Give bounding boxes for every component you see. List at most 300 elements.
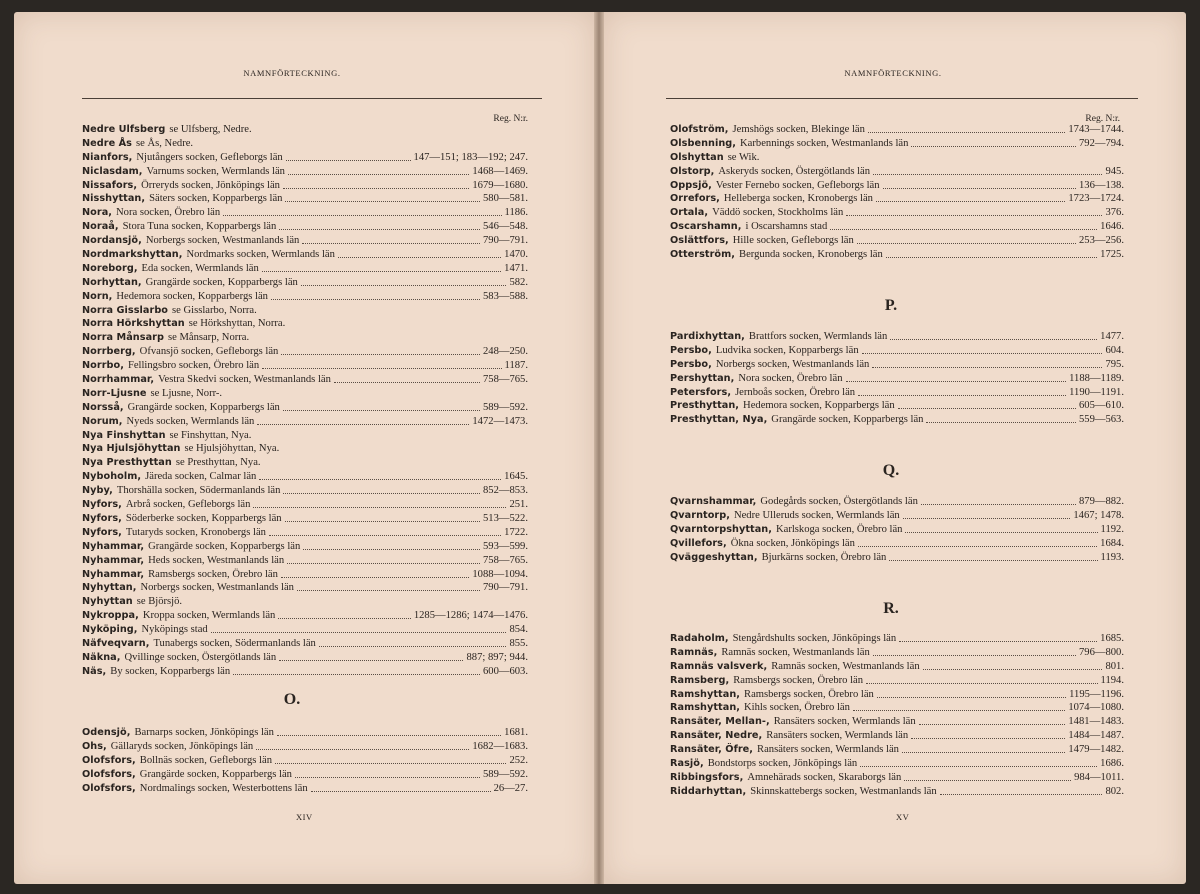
index-entry bbox=[82, 387, 528, 401]
entry-location: Grangärde socken, Kopparbergs län bbox=[148, 540, 301, 552]
entry-reg-number: 1190—1191. bbox=[1069, 386, 1124, 398]
reg-label: Reg. N:r. bbox=[1085, 114, 1120, 124]
entry-location: Nora socken, Örebro län bbox=[738, 372, 843, 384]
index-entry bbox=[82, 623, 528, 637]
entry-location: Godegårds socken, Östergötlands län bbox=[760, 496, 918, 507]
entry-name: Näs, bbox=[82, 665, 107, 677]
entry-location: Gällaryds socken, Jönköpings län bbox=[110, 740, 254, 752]
entry-reg-number: 1472—1473. bbox=[472, 415, 528, 427]
entry-location: Ludvika socken, Kopparbergs län bbox=[715, 344, 859, 356]
dot-leader bbox=[862, 344, 1103, 354]
entry-location: Grangärde socken, Kopparbergs län bbox=[139, 768, 292, 780]
dot-leader bbox=[271, 290, 480, 300]
dot-leader bbox=[283, 484, 480, 494]
index-entry bbox=[670, 234, 1124, 248]
entry-location: Stora Tuna socken, Kopparbergs län bbox=[122, 221, 277, 233]
entry-name: Näkna, bbox=[82, 651, 121, 663]
dot-leader bbox=[286, 151, 411, 161]
entry-reg-number: 251. bbox=[509, 499, 528, 511]
dot-leader bbox=[269, 526, 501, 536]
entry-name: Ribbingsfors, bbox=[670, 771, 744, 783]
entry-name: Nyhammar, bbox=[82, 568, 145, 580]
index-entry bbox=[82, 726, 528, 740]
entry-reg-number: 1285—1286; 1474—1476. bbox=[413, 610, 528, 622]
entries-r bbox=[670, 632, 1124, 799]
dot-leader bbox=[279, 220, 480, 230]
index-entry bbox=[670, 220, 1124, 234]
entry-name: Norrhammar, bbox=[82, 374, 155, 386]
entry-reg-number: 1679—1680. bbox=[472, 179, 528, 191]
entry-reg-number: 1186. bbox=[504, 207, 528, 219]
entry-reg-number: 802. bbox=[1105, 785, 1124, 797]
index-entry bbox=[82, 359, 528, 373]
index-entry bbox=[670, 248, 1124, 262]
dot-leader bbox=[857, 234, 1076, 244]
entries-n bbox=[82, 123, 528, 679]
entry-reg-number: 583—588. bbox=[482, 290, 528, 302]
entry-reg-number: 1723—1724. bbox=[1068, 193, 1124, 205]
entry-reg-number: 792—794. bbox=[1078, 137, 1124, 149]
entry-name: Qvarntorp, bbox=[670, 509, 730, 521]
entry-location: Eda socken, Wermlands län bbox=[141, 262, 259, 274]
entry-name: Ramshyttan, bbox=[670, 688, 740, 700]
entry-location: Arbrå socken, Gefleborgs län bbox=[125, 499, 251, 511]
entry-name: Pershyttan, bbox=[670, 372, 735, 384]
entry-name: Nisshyttan, bbox=[82, 193, 146, 205]
entries-o-cont bbox=[670, 123, 1124, 262]
entry-location: Ramsbergs socken, Örebro län bbox=[733, 674, 864, 686]
entry-reg-number: 790—791. bbox=[482, 582, 528, 594]
index-entry bbox=[82, 782, 528, 796]
entry-name: Nyköping, bbox=[82, 624, 138, 636]
entry-location: Hedemora socken, Kopparbergs län bbox=[116, 290, 268, 302]
entry-name: Ohs, bbox=[82, 740, 107, 752]
entry-reg-number: 1481—1483. bbox=[1068, 716, 1124, 728]
entry-reg-number: 1074—1080. bbox=[1068, 702, 1124, 714]
dot-leader bbox=[297, 581, 480, 591]
dot-leader bbox=[311, 782, 491, 792]
entry-reg-number: 26—27. bbox=[493, 782, 528, 794]
index-entry bbox=[82, 206, 528, 220]
entry-location: Bergunda socken, Kronobergs län bbox=[739, 249, 883, 261]
entry-reg-number: 1722. bbox=[504, 526, 528, 538]
dot-leader bbox=[256, 740, 469, 750]
entry-reg-number: 147—151; 183—192; 247. bbox=[413, 151, 528, 163]
entry-location: i Oscarshamns stad bbox=[745, 221, 828, 233]
entry-location: se Finshyttan, Nya. bbox=[169, 429, 252, 441]
entry-name: Ramnäs, bbox=[670, 646, 718, 658]
index-entry bbox=[82, 192, 528, 206]
page-number: XV bbox=[896, 812, 910, 822]
entry-reg-number: 1479—1482. bbox=[1068, 744, 1124, 756]
entry-name: Otterström, bbox=[670, 249, 735, 261]
index-entry bbox=[670, 757, 1124, 771]
entry-reg-number: 1188—1189. bbox=[1069, 372, 1124, 384]
running-head: NAMNFÖRTECKNING. bbox=[844, 68, 942, 78]
index-entry bbox=[670, 523, 1124, 537]
index-entry bbox=[670, 399, 1124, 413]
entry-reg-number: 1484—1487. bbox=[1068, 730, 1124, 742]
index-entry bbox=[82, 651, 528, 665]
entry-name: Noraå, bbox=[82, 221, 119, 233]
entry-reg-number: 1195—1196. bbox=[1069, 688, 1124, 700]
index-entry bbox=[670, 785, 1124, 799]
entry-location: se Björsjö. bbox=[136, 596, 183, 608]
index-entry bbox=[82, 220, 528, 234]
index-entry bbox=[82, 665, 528, 679]
entry-name: Ramshyttan, bbox=[670, 702, 740, 714]
entry-name: Nyfors, bbox=[82, 526, 122, 538]
dot-leader bbox=[278, 609, 410, 619]
entry-location: Nyköpings stad bbox=[141, 624, 208, 636]
dot-leader bbox=[898, 399, 1076, 409]
entry-location: Ransäters socken, Wermlands län bbox=[766, 730, 909, 742]
left-page bbox=[14, 12, 594, 884]
dot-leader bbox=[262, 359, 501, 369]
entry-name: Oppsjö, bbox=[670, 179, 712, 191]
entry-location: Karlskoga socken, Örebro län bbox=[775, 523, 903, 535]
entry-location: Amnehärads socken, Skaraborgs län bbox=[747, 771, 902, 783]
entry-reg-number: 589—592. bbox=[482, 768, 528, 780]
entry-location: Askeryds socken, Östergötlands län bbox=[718, 165, 871, 177]
dot-leader bbox=[279, 651, 463, 661]
entry-reg-number: 1193. bbox=[1100, 551, 1124, 563]
entry-location: Kroppa socken, Wermlands län bbox=[142, 610, 276, 622]
entry-location: Tutaryds socken, Kronobergs län bbox=[125, 526, 266, 538]
entry-name: Nya Presthyttan bbox=[82, 457, 172, 469]
entry-name: Qvarntorpshyttan, bbox=[670, 523, 772, 535]
index-entry bbox=[670, 701, 1124, 715]
index-entry bbox=[82, 415, 528, 429]
entry-reg-number: 136—138. bbox=[1078, 179, 1124, 191]
entry-reg-number: 1681. bbox=[504, 727, 528, 738]
dot-leader bbox=[830, 220, 1097, 230]
dot-leader bbox=[921, 495, 1076, 505]
dot-leader bbox=[334, 373, 480, 383]
entry-reg-number: 852—853. bbox=[482, 485, 528, 497]
entry-location: Brattfors socken, Wermlands län bbox=[748, 331, 888, 342]
dot-leader bbox=[903, 509, 1071, 519]
entry-reg-number: 1471. bbox=[504, 262, 528, 274]
dot-leader bbox=[866, 674, 1097, 684]
entry-name: Norhyttan, bbox=[82, 276, 142, 288]
index-entry bbox=[670, 537, 1124, 551]
entry-name: Nianfors, bbox=[82, 151, 133, 163]
index-entry bbox=[670, 674, 1124, 688]
index-entry bbox=[82, 248, 528, 262]
index-entry bbox=[82, 512, 528, 526]
entry-reg-number: 559—563. bbox=[1078, 414, 1124, 426]
index-entry bbox=[670, 358, 1124, 372]
index-entry bbox=[82, 234, 528, 248]
dot-leader bbox=[253, 498, 506, 508]
dot-leader bbox=[940, 785, 1103, 795]
entry-reg-number: 1468—1469. bbox=[472, 165, 528, 177]
index-entry bbox=[82, 554, 528, 568]
entry-name: Nyfors, bbox=[82, 512, 122, 524]
index-entry bbox=[82, 581, 528, 595]
index-entry bbox=[82, 609, 528, 623]
entry-name: Norra Gisslarbo bbox=[82, 304, 169, 316]
entry-location: Säters socken, Kopparbergs län bbox=[149, 193, 283, 205]
entry-reg-number: 758—765. bbox=[482, 554, 528, 566]
index-entry bbox=[670, 137, 1124, 151]
index-entry bbox=[670, 509, 1124, 523]
entry-location: Nyeds socken, Wermlands län bbox=[126, 415, 255, 427]
entry-location: Jemshögs socken, Blekinge län bbox=[732, 124, 865, 135]
entry-location: Grangärde socken, Kopparbergs län bbox=[145, 276, 298, 288]
index-entry bbox=[82, 179, 528, 193]
index-entry bbox=[82, 331, 528, 345]
entry-reg-number: 1686. bbox=[1100, 758, 1124, 770]
dot-leader bbox=[233, 665, 480, 675]
entry-name: Odensjö, bbox=[82, 727, 131, 738]
entry-reg-number: 1477. bbox=[1100, 331, 1124, 342]
index-entry bbox=[82, 151, 528, 165]
section-letter-q: Q. bbox=[882, 462, 900, 479]
index-entry bbox=[82, 498, 528, 512]
index-entry bbox=[82, 123, 528, 137]
entry-location: Helleberga socken, Kronobergs län bbox=[723, 193, 873, 205]
index-entry bbox=[670, 729, 1124, 743]
dot-leader bbox=[295, 768, 480, 778]
index-entry bbox=[82, 345, 528, 359]
entry-location: Grangärde socken, Kopparbergs län bbox=[771, 414, 924, 426]
section-letter-o: O. bbox=[283, 691, 301, 708]
dot-leader bbox=[275, 754, 506, 764]
dot-leader bbox=[902, 743, 1065, 753]
index-entry bbox=[82, 456, 528, 470]
dot-leader bbox=[338, 248, 501, 258]
reg-label: Reg. N:r. bbox=[493, 114, 528, 124]
dot-leader bbox=[301, 276, 507, 286]
entry-location: Jernboås socken, Örebro län bbox=[735, 386, 856, 398]
entry-reg-number: 887; 897; 944. bbox=[466, 651, 528, 663]
entry-reg-number: 790—791. bbox=[482, 235, 528, 247]
entry-name: Noreborg, bbox=[82, 262, 138, 274]
entry-location: Söderberke socken, Kopparbergs län bbox=[125, 512, 282, 524]
entry-name: Norum, bbox=[82, 415, 123, 427]
entry-reg-number: 1470. bbox=[504, 249, 528, 261]
entry-location: Stengårdshults socken, Jönköpings län bbox=[732, 633, 897, 644]
entry-name: Ortala, bbox=[670, 207, 709, 219]
entry-name: Norra Månsarp bbox=[82, 332, 164, 344]
entry-reg-number: 1743—1744. bbox=[1068, 124, 1124, 135]
dot-leader bbox=[846, 372, 1067, 382]
index-entry bbox=[670, 165, 1124, 179]
entry-name: Nordmarkshyttan, bbox=[82, 249, 183, 261]
index-entry bbox=[82, 373, 528, 387]
entry-reg-number: 945. bbox=[1105, 165, 1124, 177]
entry-name: Riddarhyttan, bbox=[670, 785, 747, 797]
index-entry bbox=[670, 743, 1124, 757]
dot-leader bbox=[876, 192, 1065, 202]
entry-name: Nordansjö, bbox=[82, 235, 142, 247]
dot-leader bbox=[288, 165, 469, 175]
index-entry bbox=[82, 137, 528, 151]
entry-reg-number: 1194. bbox=[1100, 674, 1124, 686]
entry-name: Nedre Ulfsberg bbox=[82, 124, 166, 135]
dot-leader bbox=[905, 523, 1097, 533]
dot-leader bbox=[886, 248, 1097, 258]
index-entry bbox=[670, 495, 1124, 509]
index-entry bbox=[82, 568, 528, 582]
dot-leader bbox=[899, 632, 1097, 642]
dot-leader bbox=[872, 358, 1102, 368]
running-head: NAMNFÖRTECKNING. bbox=[243, 68, 341, 78]
entry-location: Järeda socken, Calmar län bbox=[145, 471, 257, 483]
index-entry bbox=[82, 526, 528, 540]
entry-location: Grangärde socken, Kopparbergs län bbox=[127, 401, 280, 413]
entry-name: Nora, bbox=[82, 207, 113, 219]
entry-location: Norbergs socken, Westmanlands län bbox=[145, 235, 300, 247]
entry-location: Ramnäs socken, Westmanlands län bbox=[771, 660, 920, 672]
entry-name: Qvillefors, bbox=[670, 537, 727, 549]
header-rule bbox=[666, 98, 1138, 99]
entry-location: Karbennings socken, Westmanlands län bbox=[740, 137, 909, 149]
index-entry bbox=[670, 206, 1124, 220]
dot-leader bbox=[281, 568, 469, 578]
entry-reg-number: 546—548. bbox=[482, 221, 528, 233]
index-entry bbox=[670, 123, 1124, 137]
index-entry bbox=[670, 771, 1124, 785]
entries-o bbox=[82, 726, 528, 795]
entry-name: Oscarshamn, bbox=[670, 221, 742, 233]
entry-reg-number: 984—1011. bbox=[1074, 771, 1124, 783]
entry-name: Qväggeshyttan, bbox=[670, 551, 758, 563]
index-entry bbox=[82, 768, 528, 782]
entry-name: Olofsfors, bbox=[82, 754, 136, 766]
entry-location: Nordmarks socken, Wermlands län bbox=[186, 249, 335, 261]
entry-name: Nyby, bbox=[82, 485, 113, 497]
dot-leader bbox=[277, 726, 501, 736]
entry-location: Ofvansjö socken, Gefleborgs län bbox=[139, 346, 279, 358]
entry-name: Ramsberg, bbox=[670, 674, 730, 686]
entry-name: Petersfors, bbox=[670, 386, 732, 398]
entry-name: Persbo, bbox=[670, 358, 712, 370]
entry-reg-number: 1684. bbox=[1100, 537, 1124, 549]
dot-leader bbox=[883, 179, 1076, 189]
dot-leader bbox=[890, 330, 1097, 340]
dot-leader bbox=[873, 646, 1076, 656]
entry-name: Nyfors, bbox=[82, 499, 122, 511]
entry-name: Näfveqvarn, bbox=[82, 637, 150, 649]
dot-leader bbox=[285, 192, 479, 202]
entry-name: Pardixhyttan, bbox=[670, 331, 745, 342]
entry-name: Olstorp, bbox=[670, 165, 715, 177]
dot-leader bbox=[858, 537, 1097, 547]
entry-name: Nissafors, bbox=[82, 179, 138, 191]
entry-name: Nyhammar, bbox=[82, 540, 145, 552]
index-entry bbox=[82, 304, 528, 318]
index-entry bbox=[82, 442, 528, 456]
entry-location: Thorshälla socken, Södermanlands län bbox=[116, 485, 281, 497]
entry-location: Heds socken, Westmanlands län bbox=[148, 554, 285, 566]
index-entry bbox=[82, 540, 528, 554]
entry-reg-number: 248—250. bbox=[482, 346, 528, 358]
dot-leader bbox=[223, 206, 501, 216]
index-entry bbox=[670, 386, 1124, 400]
entry-name: Ransäter, Öfre, bbox=[670, 744, 754, 756]
entry-name: Nyhammar, bbox=[82, 554, 145, 566]
index-entry bbox=[82, 484, 528, 498]
entry-location: Bondstorps socken, Jönköpings län bbox=[707, 758, 858, 770]
index-entry bbox=[82, 276, 528, 290]
entry-reg-number: 1467; 1478. bbox=[1073, 509, 1124, 521]
entry-reg-number: 1685. bbox=[1100, 633, 1124, 644]
index-entry bbox=[670, 688, 1124, 702]
right-page bbox=[604, 12, 1186, 884]
dot-leader bbox=[926, 413, 1075, 423]
dot-leader bbox=[877, 688, 1066, 698]
entry-name: Niclasdam, bbox=[82, 165, 143, 177]
dot-leader bbox=[257, 415, 469, 425]
entry-reg-number: 580—581. bbox=[482, 193, 528, 205]
index-entry bbox=[82, 317, 528, 331]
entry-location: Skinnskattebergs socken, Westmanlands län bbox=[750, 785, 937, 797]
dot-leader bbox=[923, 660, 1103, 670]
section-letter-r: R. bbox=[883, 600, 899, 617]
entry-name: Nedre Ås bbox=[82, 137, 132, 149]
entry-location: se Wik. bbox=[727, 151, 760, 163]
entry-location: Nedre Ulleruds socken, Wermlands län bbox=[733, 509, 900, 521]
entry-reg-number: 252. bbox=[509, 754, 528, 766]
entry-reg-number: 1645. bbox=[504, 471, 528, 483]
index-entry bbox=[670, 413, 1124, 427]
entry-location: Ramnäs socken, Westmanlands län bbox=[721, 646, 870, 658]
entry-location: Barnarps socken, Jönköpings län bbox=[134, 727, 274, 738]
entry-reg-number: 879—882. bbox=[1078, 496, 1124, 507]
entry-location: Njutångers socken, Gefleborgs län bbox=[136, 151, 283, 163]
section-letter-p: P. bbox=[884, 297, 898, 314]
index-entry bbox=[670, 192, 1124, 206]
entry-reg-number: 1682—1683. bbox=[472, 740, 528, 752]
dot-leader bbox=[889, 551, 1097, 561]
dot-leader bbox=[287, 554, 480, 564]
page-number: XIV bbox=[296, 812, 313, 822]
entry-reg-number: 795. bbox=[1105, 358, 1124, 370]
entry-location: Örreryds socken, Jönköpings län bbox=[141, 179, 280, 191]
entry-name: Nyhyttan bbox=[82, 596, 133, 608]
dot-leader bbox=[904, 771, 1071, 781]
entry-name: Persbo, bbox=[670, 344, 712, 356]
entry-name: Norrberg, bbox=[82, 346, 136, 358]
entry-location: Tunabergs socken, Södermanlands län bbox=[153, 637, 316, 649]
entry-location: se Ås, Nedre. bbox=[136, 137, 194, 149]
entry-name: Radaholm, bbox=[670, 633, 729, 644]
entry-name: Olshyttan bbox=[670, 151, 724, 163]
dot-leader bbox=[283, 179, 469, 189]
dot-leader bbox=[281, 345, 480, 355]
index-entry bbox=[670, 179, 1124, 193]
index-entry bbox=[82, 401, 528, 415]
entry-name: Nykroppa, bbox=[82, 610, 139, 622]
dot-leader bbox=[846, 206, 1102, 216]
dot-leader bbox=[911, 729, 1065, 739]
index-entry bbox=[82, 290, 528, 304]
entry-name: Norra Hörkshyttan bbox=[82, 318, 185, 330]
dot-leader bbox=[283, 401, 480, 411]
entry-reg-number: 593—599. bbox=[482, 540, 528, 552]
entry-name: Nya Hjulsjöhyttan bbox=[82, 443, 181, 455]
dot-leader bbox=[303, 540, 480, 550]
dot-leader bbox=[858, 386, 1066, 396]
entry-name: Norrbo, bbox=[82, 360, 124, 372]
entry-reg-number: 605—610. bbox=[1078, 400, 1124, 412]
entry-reg-number: 801. bbox=[1105, 660, 1124, 672]
entry-reg-number: 600—603. bbox=[482, 665, 528, 677]
dot-leader bbox=[285, 512, 480, 522]
